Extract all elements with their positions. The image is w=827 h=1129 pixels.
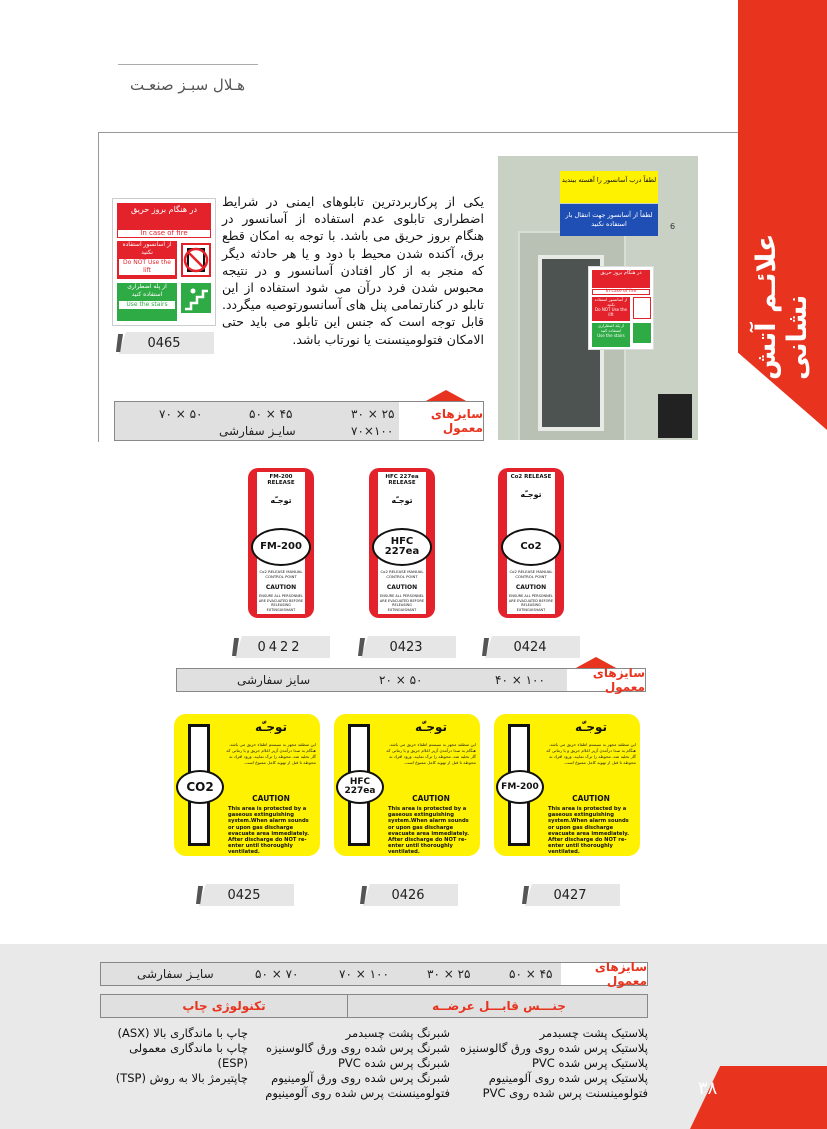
photo-sign-yellow: لطفاً درب آسانسور را آهسته ببندید xyxy=(560,171,658,203)
yellow-agent: HFC 227ea xyxy=(336,770,384,804)
size-value: ۱۰۰ × ۷۰ xyxy=(339,967,389,981)
release-manual: Co2 RELEASE MANUAL CONTROL POINT xyxy=(259,569,303,579)
material-item: فتولومینسنت پرس شده روی PVC xyxy=(482,1086,648,1100)
yellow-fine: این منطقه مجهز به سیستم اطفاء حریق می باشد. هنگام به صدا درآمدن آژیر اعلام حریق و یا زمانی که گاز تخلیه شد، محوطه را ترک نمایید. ورود افراد به محوطه تا قبل از تهویه کامل ممنوع است. xyxy=(226,742,316,765)
yellow-attention: توجـّه xyxy=(414,720,448,734)
photo-fire-en: In case of fire xyxy=(592,289,650,295)
tech-list xyxy=(100,1026,248,1086)
yellow-english: This area is protected by a gaseous extinguishing system.When alarm sounds or upon gas discharge evacuate area immediately. After discharge do NOT re-enter until thoroughly ventilated. xyxy=(388,806,470,856)
code-label: 0422 xyxy=(257,639,303,655)
release-manual: Co2 RELEASE MANUAL CONTROL POINT xyxy=(509,569,553,579)
release-agent: Co2 xyxy=(501,528,561,566)
photo-fire-lift xyxy=(592,297,630,321)
release-caution: CAUTION xyxy=(386,584,418,591)
material-item: پلاستیک پرس شده روی ورق گالوسنیزه xyxy=(460,1041,648,1055)
photo-sign-blue: لطفاً از آسانسور جهت انتقال بار استفاده نکنید xyxy=(560,204,658,236)
material-item: شبرنگ پرس شده روی ورق گالوسنیزه xyxy=(265,1041,450,1055)
code-label: 0427 xyxy=(553,887,587,903)
size-custom-label: سایـز سفارشی xyxy=(219,424,296,438)
size-value: ۴۵ × ۵۰ xyxy=(509,967,553,981)
yellow-label-co2 xyxy=(174,714,320,856)
sizes-bar-3 xyxy=(100,962,648,986)
release-manual: Co2 RELEASE MANUAL CONTROL POINT xyxy=(380,569,424,579)
code-box-0465 xyxy=(114,332,214,354)
yellow-fine: این منطقه مجهز به سیستم اطفاء حریق می باشد. هنگام به صدا درآمدن آژیر اعلام حریق و یا زمانی که گاز تخلیه شد، محوطه را ترک نمایید. ورود افراد به محوطه تا قبل از تهویه کامل ممنوع است. xyxy=(546,742,636,765)
size-value: ۲۵ × ۳۰ xyxy=(427,967,471,981)
photo-fire-stairs-en: Use the stairs xyxy=(597,333,625,338)
size-value: ۲۵ × ۳۰ xyxy=(351,407,395,421)
photo-fire-title: در هنگام بروز حریق xyxy=(592,270,650,288)
materials-list-2 xyxy=(254,1026,450,1101)
material-item: پلاستیک پرس شده PVC xyxy=(531,1056,648,1070)
code-box-0422 xyxy=(230,636,330,658)
fire-sign-lift-fa: از آسانسور استفاده نکنید xyxy=(122,241,172,256)
yellow-caution: CAUTION xyxy=(252,794,290,803)
release-label-fm200 xyxy=(248,468,314,618)
photo-stairs-icon xyxy=(633,323,651,343)
fire-sign-title: در هنگام بروز حریق xyxy=(117,203,211,235)
fire-sign-stairs-fa: از پله اضطراری استفاده کنید xyxy=(127,283,167,298)
yellow-agent: FM-200 xyxy=(496,770,544,804)
release-caution: CAUTION xyxy=(515,584,547,591)
fire-sign-lift xyxy=(117,241,177,279)
material-item: شبرنگ پشت چسبدمر xyxy=(345,1026,450,1040)
material-item: پلاستیک پشت چسبدمر xyxy=(539,1026,648,1040)
elevator-photo xyxy=(498,156,698,440)
sizes-label-2: سایزهای معمول xyxy=(567,669,645,691)
release-head: Co2 RELEASE xyxy=(510,474,552,480)
material-item: پلاستیک پرس شده روی آلومینیوم xyxy=(488,1071,648,1085)
material-item: شبرنگ پرس شده PVC xyxy=(337,1056,450,1070)
floor-number: 6 xyxy=(670,222,676,231)
material-item: شبرنگ پرس شده روی ورق آلومینیوم xyxy=(271,1071,450,1085)
release-caution: CAUTION xyxy=(265,584,297,591)
material-item: فتولومینسنت پرس شده روی آلومینیوم xyxy=(265,1086,450,1100)
release-attention: توجـّه xyxy=(270,496,292,505)
code-label: 0425 xyxy=(227,887,261,903)
yellow-label-hfc xyxy=(334,714,480,856)
yellow-attention: توجـّه xyxy=(254,720,288,734)
yellow-caution: CAUTION xyxy=(412,794,450,803)
sizes-bar-1 xyxy=(114,401,484,441)
code-box-0423 xyxy=(356,636,456,658)
photo-sign-fire xyxy=(588,266,654,350)
section-title: علائـم آتش نشانی xyxy=(751,233,813,380)
release-label-hfc xyxy=(369,468,435,618)
page-number: ۳۸ xyxy=(698,1078,718,1099)
release-agent: HFC 227ea xyxy=(372,528,432,566)
materials-header-bar xyxy=(100,994,648,1018)
release-attention: توجـّه xyxy=(520,490,542,499)
intro-paragraph: یکی از پرکاربردترین تابلوهای ایمنی در شرایط اضطراری تابلوی عدم استفاده از آسانسور در هنگام بروز حریق می باشد. با توجه به امکان قطع برق، آکنده شدن محیط با دود و یا هر حادثه دیگر که منجر به از کار افتادن آسانسور و در نتیجه محبوس شدن فرد درآن می شود استفاده از این تابلو در کنارتمامی پنل های آسانسورتوصیه میگردد. قابل توجه است که جنس این تابلو می باید حتی الامکان فتولومینسنت یا نورتاب باشد. xyxy=(222,194,484,347)
header-divider xyxy=(118,64,258,65)
fire-sign-image xyxy=(112,198,216,326)
size-value: ۱۰۰ × ۴۰ xyxy=(495,673,545,687)
release-head: FM-200 RELEASE xyxy=(267,474,295,486)
photo-fire-lift-fa: از آسانسور استفاده نکنید xyxy=(594,297,628,307)
code-box-0427 xyxy=(520,884,620,906)
tech-item: چاپتیرمژ بالا به روش (TSP) xyxy=(115,1071,248,1085)
release-head: HFC 227ea RELEASE xyxy=(385,474,419,486)
yellow-attention: توجـّه xyxy=(574,720,608,734)
code-box-0424 xyxy=(480,636,580,658)
size-custom-label: سایـز سفارشی xyxy=(137,967,214,981)
yellow-fine: این منطقه مجهز به سیستم اطفاء حریق می باشد. هنگام به صدا درآمدن آژیر اعلام حریق و یا زمانی که گاز تخلیه شد، محوطه را ترک نمایید. ورود افراد به محوطه تا قبل از تهویه کامل ممنوع است. xyxy=(386,742,476,765)
fire-sign-lift-en: Do NOT Use the lift xyxy=(119,259,175,275)
code-label: 0423 xyxy=(389,639,423,655)
yellow-label-fm200 xyxy=(494,714,640,856)
code-box-0425 xyxy=(194,884,294,906)
code-label: 0426 xyxy=(391,887,425,903)
tech-header: تکنولوژی چاپ xyxy=(182,999,266,1013)
yellow-caution: CAUTION xyxy=(572,794,610,803)
fire-sign-stairs-en: Use the stairs xyxy=(119,301,175,309)
photo-fire-stairs-fa: از پله اضطراری استفاده کنید xyxy=(597,323,625,333)
size-value: ۱۰۰×۷۰ xyxy=(351,424,394,438)
code-box-0426 xyxy=(358,884,458,906)
brand-title: هـلال سبـز صنعـت xyxy=(130,76,246,94)
tech-item: چاپ با ماندگاری بالا (ASX) xyxy=(117,1026,248,1040)
release-fine: ENSURE ALL PERSONNEL ARE EVACUATED BEFORE RELEASING EXTINGUISHANT xyxy=(258,594,304,612)
materials-header: جنـــس قابـــل عرضــه xyxy=(432,999,566,1013)
no-lift-icon xyxy=(181,243,211,277)
yellow-english: This area is protected by a gaseous extinguishing system.When alarm sounds or upon gas discharge evacuate area immediately. After discharge do NOT re-enter until thoroughly ventilated. xyxy=(228,806,310,856)
size-value: ۷۰ × ۵۰ xyxy=(255,967,299,981)
photo-fire-stairs xyxy=(592,323,630,347)
size-custom-label: سایز سفارشی xyxy=(237,673,311,687)
sizes-label-1: سایزهای معمول xyxy=(399,402,483,440)
release-label-co2 xyxy=(498,468,564,618)
photo-fire-lift-en: Do NOT Use the lift xyxy=(595,307,627,317)
code-label: 0424 xyxy=(513,639,547,655)
size-value: ۵۰ × ۲۰ xyxy=(379,673,423,687)
size-value: ۴۵ × ۵۰ xyxy=(249,407,293,421)
release-fine: ENSURE ALL PERSONNEL ARE EVACUATED BEFORE RELEASING EXTINGUISHANT xyxy=(508,594,554,612)
fire-sign-english: In case of fire xyxy=(117,229,211,238)
release-attention: توجـّه xyxy=(391,496,413,505)
yellow-english: This area is protected by a gaseous extinguishing system.When alarm sounds or upon gas discharge evacuate area immediately. After discharge do NOT re-enter until thoroughly ventilated. xyxy=(548,806,630,856)
size-value: ۵۰ × ۷۰ xyxy=(159,407,203,421)
sizes-label-3: سایزهای معمول xyxy=(561,963,647,985)
code-label: 0465 xyxy=(147,335,181,351)
yellow-agent: CO2 xyxy=(176,770,224,804)
release-agent: FM-200 xyxy=(251,528,311,566)
elevator-panel xyxy=(658,394,692,438)
fire-sign-stairs xyxy=(117,283,177,321)
sizes-bar-2 xyxy=(176,668,646,692)
photo-no-lift-icon xyxy=(633,297,651,319)
stairs-icon xyxy=(181,283,211,313)
tech-item: چاپ با ماندگاری معمولی (ESP) xyxy=(129,1041,248,1070)
materials-list-1 xyxy=(460,1026,648,1101)
release-fine: ENSURE ALL PERSONNEL ARE EVACUATED BEFORE RELEASING EXTINGUISHANT xyxy=(379,594,425,612)
